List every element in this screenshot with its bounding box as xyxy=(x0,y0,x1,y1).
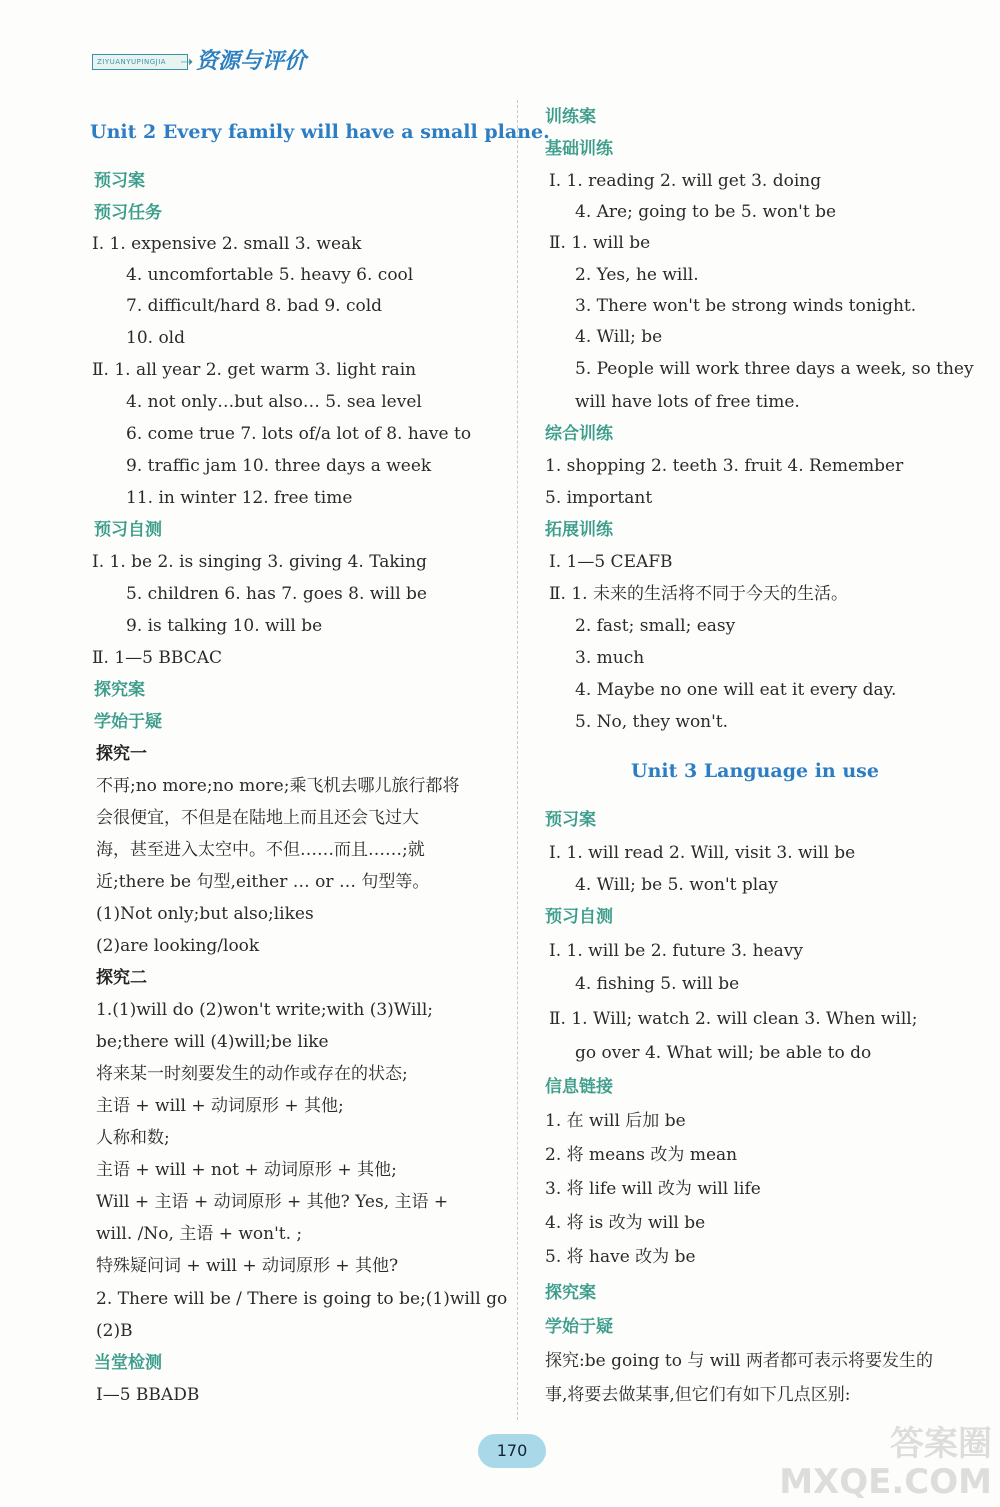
answer-line: 10. old xyxy=(126,328,185,348)
answer-line: 事,将要去做某事,但它们有如下几点区别: xyxy=(545,1385,851,1405)
column-divider xyxy=(517,100,518,1420)
answer-line: 特殊疑问词 + will + 动词原形 + 其他? xyxy=(96,1256,399,1276)
logo-bar: ZIYUANYUPINGJIA xyxy=(92,54,188,70)
answer-line: 会很便宜，不但是在陆地上而且还会飞过大 xyxy=(96,808,419,828)
book-title: 资源与评价 xyxy=(196,49,307,74)
section-heading: 学始于疑 xyxy=(94,712,162,732)
section-heading: 学始于疑 xyxy=(545,1317,613,1337)
sub-heading: 探究二 xyxy=(96,968,147,988)
answer-line: will have lots of free time. xyxy=(575,392,800,412)
answer-line: 6. come true 7. lots of/a lot of 8. have to xyxy=(126,424,472,444)
answer-line: 2. 将 means 改为 mean xyxy=(545,1145,738,1165)
answer-line: 4. 将 is 改为 will be xyxy=(545,1213,706,1233)
answer-line: Ⅱ. 1. 未来的生活将不同于今天的生活。 xyxy=(549,584,848,604)
section-heading: 基础训练 xyxy=(545,139,613,159)
answer-line: Ⅰ. 1. expensive 2. small 3. weak xyxy=(92,234,362,254)
answer-line: 不再;no more;no more;乘飞机去哪儿旅行都将 xyxy=(96,776,460,796)
answer-line: 7. difficult/hard 8. bad 9. cold xyxy=(126,296,383,316)
answer-line: 人称和数; xyxy=(96,1128,170,1148)
answer-line: 2. fast; small; easy xyxy=(575,616,736,636)
header-logo xyxy=(92,44,342,74)
section-heading: 拓展训练 xyxy=(545,520,613,540)
answer-line: 4. Will; be 5. won't play xyxy=(575,875,778,895)
answer-line: go over 4. What will; be able to do xyxy=(575,1043,872,1063)
answer-line: 9. is talking 10. will be xyxy=(126,616,323,636)
answer-line: Ⅱ. 1—5 BBCAC xyxy=(92,648,222,668)
answer-line: Ⅰ. 1. will read 2. Will, visit 3. will be xyxy=(549,843,856,863)
answer-line: 3. much xyxy=(575,648,645,668)
answer-line: Ⅱ. 1. will be xyxy=(549,233,651,253)
answer-line: 9. traffic jam 10. three days a week xyxy=(126,456,432,476)
section-heading: 预习自测 xyxy=(545,907,613,927)
answer-line: 近;there be 句型,either … or … 句型等。 xyxy=(96,872,430,892)
answer-line: Ⅱ. 1. Will; watch 2. will clean 3. When will; xyxy=(549,1009,918,1029)
section-heading: 预习自测 xyxy=(94,520,162,540)
section-heading: 综合训练 xyxy=(545,424,613,444)
answer-line: 1. 在 will 后加 be xyxy=(545,1111,686,1131)
answer-line: 1. shopping 2. teeth 3. fruit 4. Remember xyxy=(545,456,904,476)
answer-line: 海，甚至进入太空中。不但……而且……;就 xyxy=(96,840,425,860)
section-heading: 探究案 xyxy=(94,680,145,700)
section-heading: 预习任务 xyxy=(94,203,162,223)
watermark: 答案圈 MXQE.COM xyxy=(779,1424,992,1502)
answer-line: (2)B xyxy=(96,1321,133,1341)
answer-line: 4. not only…but also… 5. sea level xyxy=(126,392,422,412)
answer-line: 4. Will; be xyxy=(575,327,663,347)
section-heading: 探究案 xyxy=(545,1283,596,1303)
answer-line: will. /No, 主语 + won't. ; xyxy=(96,1224,303,1244)
answer-line: Will + 主语 + 动词原形 + 其他? Yes, 主语 + xyxy=(96,1192,449,1212)
arrow-right-icon: ➝ xyxy=(180,52,194,71)
answer-line: 5. People will work three days a week, so they xyxy=(575,359,974,379)
answer-line: (2)are looking/look xyxy=(96,936,260,956)
answer-line: 1.(1)will do (2)won't write;with (3)Will; xyxy=(96,1000,434,1020)
answer-line: 将来某一时刻要发生的动作或存在的状态; xyxy=(96,1064,408,1084)
answer-line: 5. important xyxy=(545,488,653,508)
answer-line: 4. Are; going to be 5. won't be xyxy=(575,202,837,222)
answer-line: 3. There won't be strong winds tonight. xyxy=(575,296,917,316)
answer-line: 主语 + will + not + 动词原形 + 其他; xyxy=(96,1160,397,1180)
answer-line: 5. No, they won't. xyxy=(575,712,729,732)
answer-line: be;there will (4)will;be like xyxy=(96,1032,329,1052)
section-heading: 训练案 xyxy=(545,107,596,127)
answer-line: 11. in winter 12. free time xyxy=(126,488,353,508)
answer-line: 2. There will be / There is going to be;(1)will go xyxy=(96,1289,508,1309)
answer-line: 主语 + will + 动词原形 + 其他; xyxy=(96,1096,344,1116)
section-heading: 当堂检测 xyxy=(94,1353,162,1373)
sub-heading: 探究一 xyxy=(96,744,147,764)
answer-line: 5. children 6. has 7. goes 8. will be xyxy=(126,584,427,604)
answer-line: 4. fishing 5. will be xyxy=(575,974,740,994)
answer-line: Ⅰ. 1. will be 2. future 3. heavy xyxy=(549,941,803,961)
answer-line: Ⅰ—5 BBADB xyxy=(96,1385,200,1405)
answer-line: Ⅰ. 1—5 CEAFB xyxy=(549,552,673,572)
answer-line: Ⅰ. 1. reading 2. will get 3. doing xyxy=(549,171,822,191)
page-number: 170 xyxy=(478,1434,546,1468)
answer-line: 2. Yes, he will. xyxy=(575,265,699,285)
answer-line: (1)Not only;but also;likes xyxy=(96,904,314,924)
answer-line: 4. Maybe no one will eat it every day. xyxy=(575,680,897,700)
answer-line: 4. uncomfortable 5. heavy 6. cool xyxy=(126,265,414,285)
unit-title: Unit 3 Language in use xyxy=(631,760,879,782)
answer-line: 探究:be going to 与 will 两者都可表示将要发生的 xyxy=(545,1351,934,1371)
section-heading: 预习案 xyxy=(94,171,145,191)
section-heading: 预习案 xyxy=(545,810,596,830)
answer-line: 3. 将 life will 改为 will life xyxy=(545,1179,761,1199)
answer-line: 5. 将 have 改为 be xyxy=(545,1247,696,1267)
answer-line: Ⅱ. 1. all year 2. get warm 3. light rain xyxy=(92,360,417,380)
section-heading: 信息链接 xyxy=(545,1077,613,1097)
answer-line: Ⅰ. 1. be 2. is singing 3. giving 4. Taking xyxy=(92,552,427,572)
unit-title: Unit 2 Every family will have a small plane. xyxy=(90,121,550,143)
